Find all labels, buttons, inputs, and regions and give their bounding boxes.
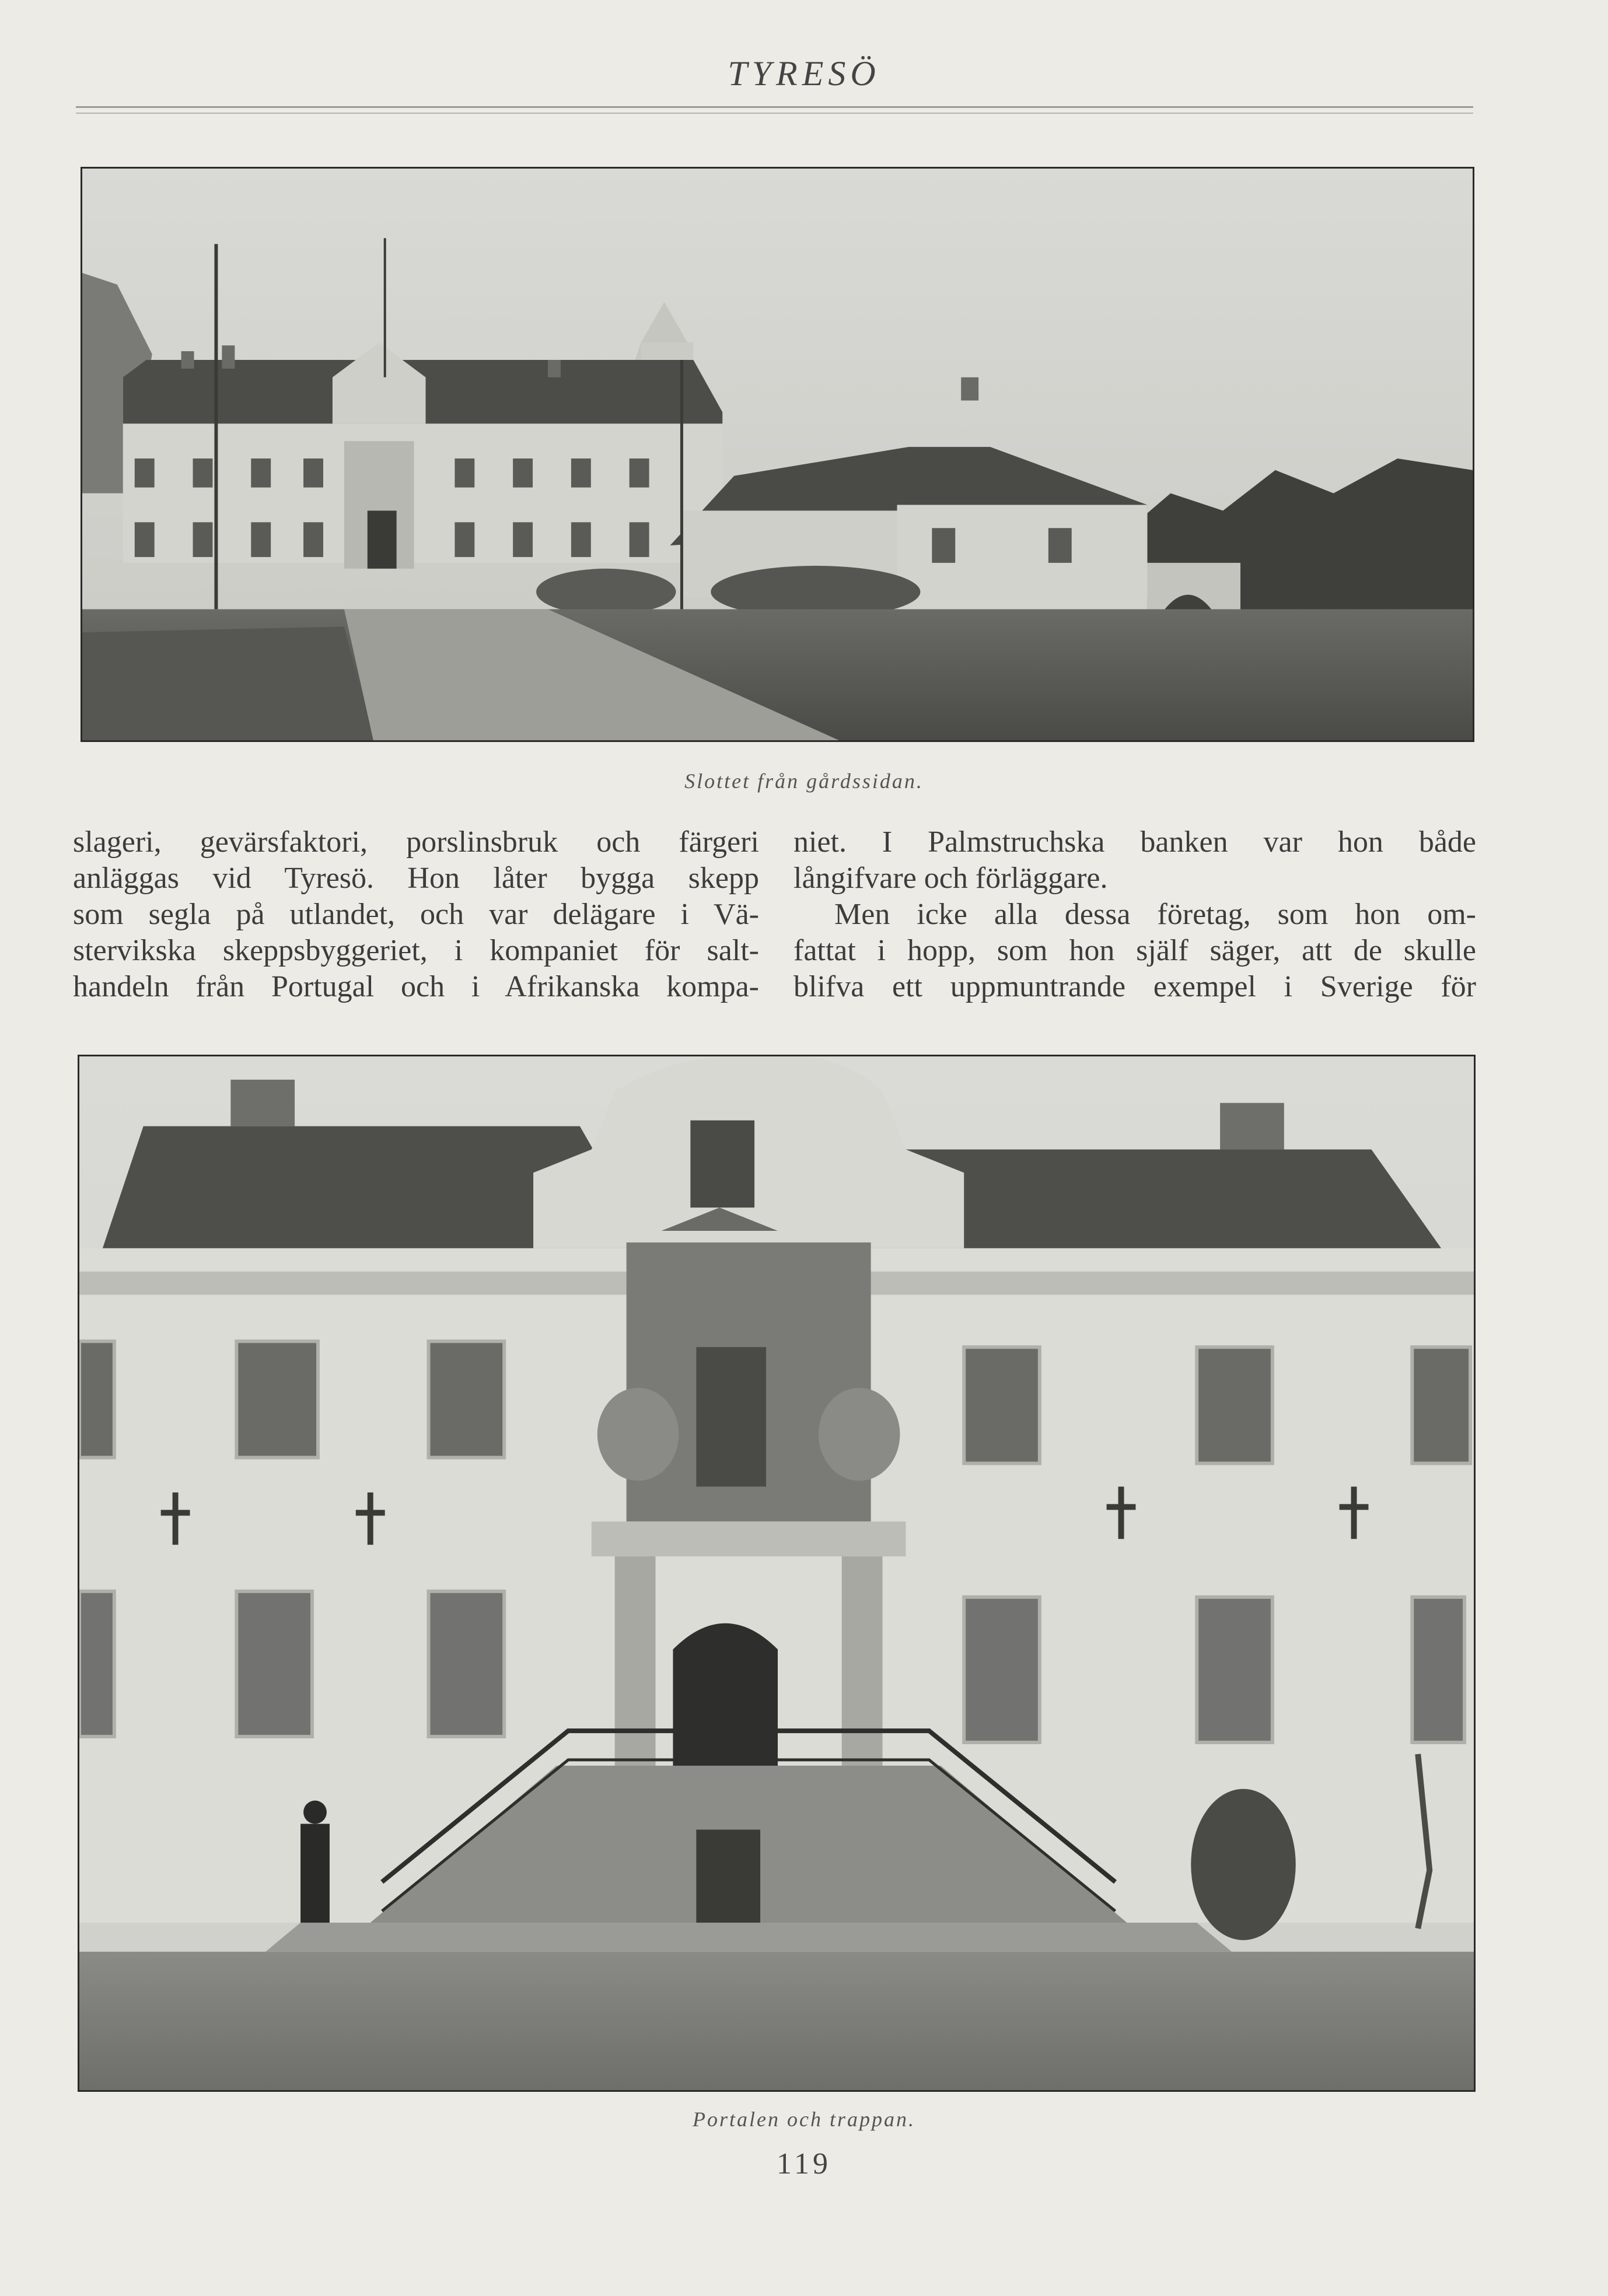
caption-bottom-photo: Portalen och trappan. — [693, 2108, 915, 2131]
castle-courtyard-illustration — [82, 169, 1473, 740]
text-line: niet. I Palmstruchska banken var hon både — [793, 825, 1476, 859]
caption-top-photo: Slottet från gårdssidan. — [684, 769, 924, 793]
text-line: långifvare och förläggare. — [793, 862, 1108, 895]
text-line: stervikska skeppsbyggeriet, i kompaniet för salt- — [73, 934, 759, 967]
header-rule — [76, 106, 1473, 114]
photo-castle-courtyard — [81, 167, 1474, 742]
text-column-left — [73, 824, 759, 1005]
text-line: blifva ett uppmuntrande exempel i Sverige för — [793, 970, 1476, 1003]
text-line: fattat i hopp, som hon själf säger, att de skulle — [793, 934, 1476, 967]
running-header: TYRESÖ — [728, 54, 880, 93]
text-line: Men icke alla dessa företag, som hon om- — [834, 898, 1476, 931]
page-number: 119 — [776, 2147, 832, 2180]
text-line: slageri, gevärsfaktori, porslinsbruk och färgeri — [73, 825, 759, 859]
text-line: anläggas vid Tyresö. Hon låter bygga skepp — [73, 862, 759, 895]
text-line: handeln från Portugal och i Afrikanska kompa- — [73, 970, 759, 1003]
text-line: som segla på utlandet, och var delägare i Vä- — [73, 898, 759, 931]
photo-portal-staircase — [78, 1055, 1476, 2092]
text-column-right — [793, 824, 1476, 1005]
portal-staircase-illustration — [79, 1056, 1474, 2090]
